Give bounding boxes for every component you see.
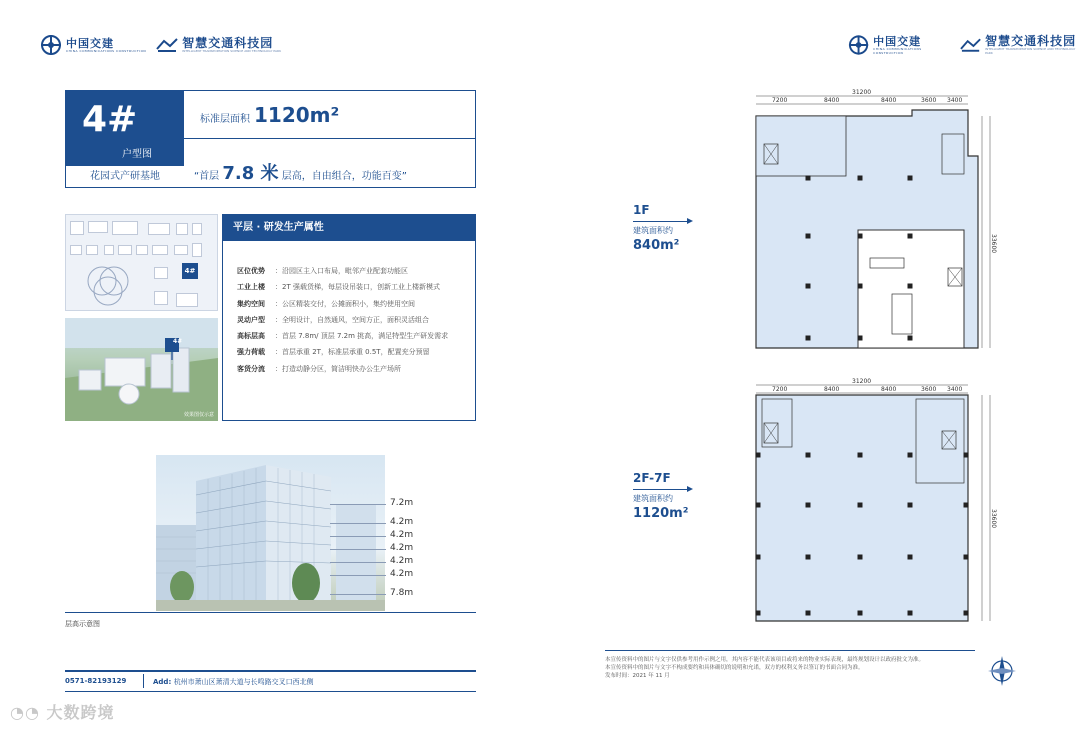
properties-list [223,241,475,377]
properties-title: 平层 · 研发生产属性 [223,215,475,241]
structural-column [858,611,863,616]
plan-area-value: 840m² [633,238,680,253]
left-logos [40,34,281,56]
watermark [10,700,115,723]
structural-column [908,176,913,181]
park-sub: INTELLIGENT TRANSPORTATION SCIENCE AND TECHNOLOGY PARK [985,47,1076,55]
structural-column [908,555,913,560]
property-key: 集约空间 [237,299,265,308]
render-caption: 层高示意图 [65,620,100,628]
structural-column [858,336,863,341]
plan-1f-label [633,203,691,253]
property-row [237,263,475,279]
building-header-card [65,90,476,188]
structural-column [964,503,969,508]
property-value: ：打造动静分区，简洁明快办公生产场所 [275,364,401,373]
footer-rule [65,670,476,672]
disclaimer-line: 发布时间：2021 年 11 月 [605,673,670,679]
floor-height-label: 4.2m [390,556,414,566]
site-block [70,221,84,235]
floor-height-label: 4.2m [390,543,414,553]
structural-column [806,453,811,458]
floor-height-label: 4.2m [390,517,414,527]
floor-height-line [330,594,386,595]
building-illustration [156,455,385,611]
site-marker-4: 4# [182,263,198,279]
property-key: 客货分流 [237,364,265,373]
property-row [237,312,475,328]
property-value: ：公区精装交付，公摊面积小，集约使用空间 [275,299,415,308]
property-value: ：全明设计，自然通风，空间方正，面积灵活组合 [275,315,429,324]
slogan [194,159,407,185]
plan-dim-total: 33600 [990,234,997,254]
area-line [184,91,475,139]
cccc-sub: CHINA COMMUNICATIONS CONSTRUCTION [66,48,147,53]
floor-height-line [330,523,386,524]
footer-phone: 0571-82193129 [65,677,127,685]
structural-column [858,284,863,289]
structural-column [908,611,913,616]
disclaimer-line: 本宣传资料中的图片与文字仅供参考用作示例之用，其内容不能代表该项目或将来的物业实际表现，最终规划设计以政府批文为准。 [605,657,925,663]
site-circles [80,259,140,307]
plan-area-label: 建筑面积约 [633,226,673,235]
properties-card [222,214,476,421]
plan-2f7f-label [633,471,691,521]
property-row [237,344,475,360]
site-plan [65,214,218,311]
plan-floor: 1F [633,203,650,217]
site-block [192,243,202,257]
cccc-logo [848,34,950,56]
arrow-right-icon [633,221,691,222]
park-logo [960,35,1080,55]
area-value: 1120m² [254,103,340,127]
site-block [86,245,98,255]
site-block [70,245,82,255]
floor-plan-1f [742,86,1002,352]
plan-area-label: 建筑面积约 [633,494,673,503]
property-value: ：首层 7.8m/ 顶层 7.2m 挑高，满足特型生产研发需求 [275,332,449,341]
aerial-render [65,318,218,421]
floor-plan-2f7f [742,375,1002,627]
structural-column [806,555,811,560]
structural-column [964,611,969,616]
floor-height-label: 4.2m [390,569,414,579]
structural-column [908,234,913,239]
site-block [152,245,168,255]
floor-height-label: 7.8m [390,588,414,598]
site-block [154,291,168,305]
disclaimer-rule [605,650,975,651]
plan-floor: 2F-7F [633,471,671,485]
building-subtitle: 花园式产研基地 [90,171,160,182]
property-key: 灵动户型 [237,315,265,324]
plan-dim: 7200 [772,386,788,393]
property-value: ：2T 强载货梯，每层设吊装口，创新工业上楼新模式 [275,283,440,292]
property-key: 工业上楼 [237,283,265,292]
structural-column [858,555,863,560]
floor-height-line [330,504,386,505]
property-row [237,361,475,377]
park-logo [156,37,281,53]
structural-column [756,453,761,458]
arrow-right-icon [633,489,691,490]
property-row [237,279,475,295]
plan-dim-total: 31200 [852,378,872,385]
structural-column [756,555,761,560]
building-number-block [66,91,184,166]
cccc-emblem-icon [40,34,62,56]
disclaimer-line: 本宣传资料中的图片与文字不构成要约和具体确切的说明和允诺，双方的权利义务以签订的书面合同为准。 [605,665,864,671]
footer-rule-bottom [65,691,476,692]
structural-column [806,176,811,181]
structural-column [806,336,811,341]
structural-column [756,611,761,616]
slogan-line [184,139,475,187]
footer-add-label: Add: [153,678,172,686]
property-value: ：沿园区主入口布局，毗邻产业配套功能区 [275,267,408,275]
site-block [154,267,168,279]
site-block [192,223,202,235]
slogan-height: 7.8 米 [222,163,279,184]
aerial-marker: 4# [173,338,183,345]
plan-dim: 8400 [824,97,840,104]
floor-height-line [330,575,386,576]
site-block [176,293,198,307]
type-label: 户型图 [122,149,152,160]
plan-dim: 3400 [947,386,963,393]
render-divider [65,612,476,613]
park-emblem-icon [960,37,981,53]
structural-column [756,503,761,508]
plan-dim-total: 31200 [852,89,872,96]
structural-column [858,176,863,181]
property-row [237,296,475,312]
cccc-name: 中国交建 [873,34,922,48]
watermark-text: 大数跨境 [46,703,115,722]
property-value: ：首层承重 2T，标准层承重 0.5T，配置充分预留 [275,348,430,357]
footer-separator [143,674,144,688]
footer-address [153,677,314,687]
plan-area-value: 1120m² [633,506,689,521]
site-block [118,245,132,255]
slogan-pre: “首层 [194,171,220,182]
park-emblem-icon [156,37,178,53]
plan-dim: 3400 [947,97,963,104]
watermark-logo-icon: ◔◔ [10,703,40,722]
building-render [156,455,385,611]
disclaimer [605,656,975,680]
site-block [174,245,188,255]
park-name: 智慧交通科技园 [182,36,274,50]
cccc-emblem-icon [848,34,869,56]
structural-column [858,234,863,239]
floor-height-label: 4.2m [390,530,414,540]
cccc-logo [40,34,146,56]
compass-icon [988,654,1016,686]
structural-column [908,453,913,458]
structural-column [806,284,811,289]
floor-height-line [330,549,386,550]
aerial-caption: 效果图仅示意 [183,412,214,418]
building-number: 4# [82,99,138,140]
plan-dim: 8400 [881,97,897,104]
plan-dim-total: 33600 [990,509,997,529]
site-block [112,221,138,235]
aerial-illustration [65,318,218,421]
site-block [104,245,114,255]
plan-dim: 8400 [824,386,840,393]
structural-column [806,611,811,616]
structural-column [964,453,969,458]
structural-column [806,234,811,239]
plan-dim: 3600 [921,386,937,393]
footer-address-text: 杭州市萧山区萧清大道与长鸣路交叉口西北侧 [173,678,314,686]
property-key: 区位优势 [237,267,265,275]
cccc-name: 中国交建 [66,36,114,50]
plan-dim: 7200 [772,97,788,104]
structural-column [908,336,913,341]
park-name: 智慧交通科技园 [985,34,1077,48]
structural-column [806,503,811,508]
plan-dim: 3600 [921,97,937,104]
right-logos [848,34,1080,56]
structural-column [858,453,863,458]
cccc-sub: CHINA COMMUNICATIONS CONSTRUCTION [873,46,922,55]
park-sub: INTELLIGENT TRANSPORTATION SCIENCE AND TECHNOLOGY PARK [182,49,282,53]
structural-column [964,555,969,560]
area-label: 标准层面积 [200,114,250,125]
floor-height-label: 7.2m [390,498,414,508]
structural-column [858,503,863,508]
site-block [88,221,108,233]
structural-column [908,503,913,508]
property-row [237,328,475,344]
floor-height-line [330,536,386,537]
property-key: 强力荷载 [237,348,265,357]
plan-dim: 8400 [881,386,897,393]
floor-height-line [330,562,386,563]
property-key: 高标层高 [237,332,265,341]
site-block [136,245,148,255]
site-block [176,223,188,235]
slogan-post: 层高，自由组合，功能百变” [281,171,407,182]
site-block [148,223,170,235]
structural-column [908,284,913,289]
